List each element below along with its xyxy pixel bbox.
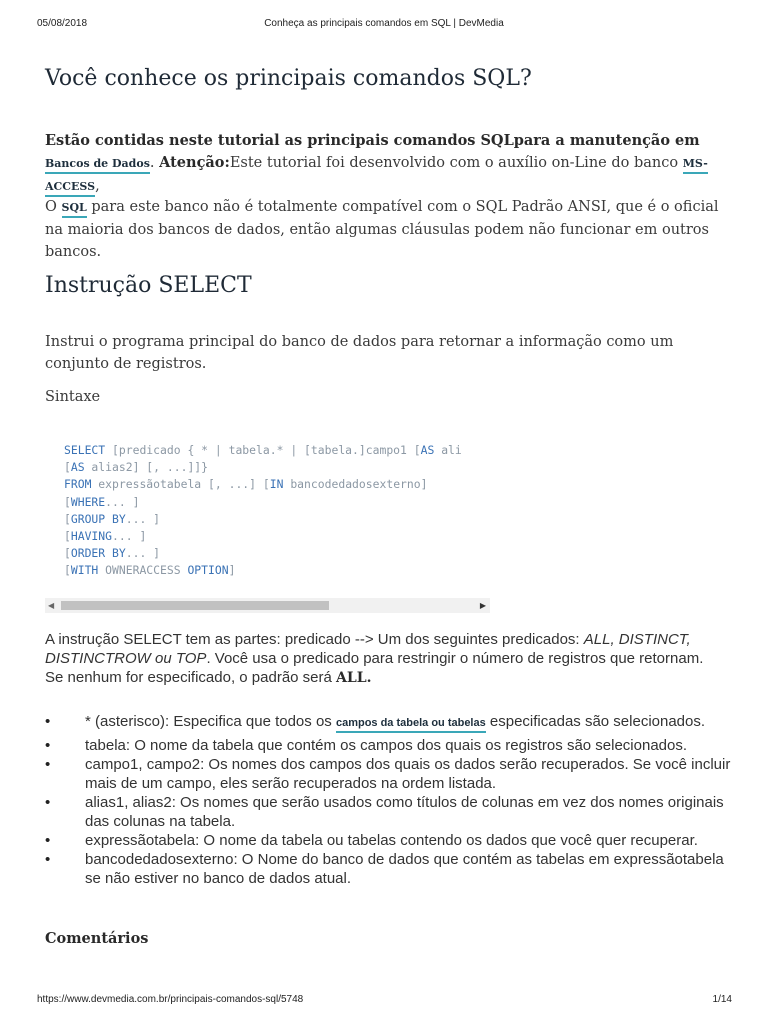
code-kw-option: OPTION bbox=[187, 563, 229, 578]
intro-paragraph bbox=[45, 130, 725, 198]
parts-predicates: ALL, DISTINCT, DISTINCTROW bbox=[45, 631, 691, 667]
parts-text1: A instrução SELECT tem as partes: predicado --> Um dos seguintes predicados: bbox=[45, 631, 584, 648]
para2-text: para este banco não é totalmente compatível com o SQL Padrão ANSI, que é o oficial na maioria dos bancos de dados, então algumas cláusulas podem não funcionar em outros bancos. bbox=[45, 199, 719, 260]
parts-all: ALL. bbox=[336, 670, 372, 686]
code-kw-select: SELECT bbox=[64, 443, 106, 457]
code-line4b: ... ] bbox=[105, 494, 140, 509]
scroll-right-arrow-icon[interactable]: ▶ bbox=[479, 601, 486, 610]
print-url: https://www.devmedia.com.br/principais-comandos-sql/5748 bbox=[37, 994, 304, 1005]
code-line8b: OWNERACCESS bbox=[98, 563, 188, 578]
atencao-text: Este tutorial foi desenvolvido com o auxílio on-Line do banco bbox=[229, 155, 683, 171]
ms-access-link[interactable]: MS-ACCESS bbox=[45, 157, 708, 197]
print-page-title: Conheça as principais comandos em SQL | DevMedia bbox=[264, 18, 504, 29]
code-kw-having: HAVING bbox=[70, 529, 113, 544]
list-item: • expressãotabela: O nome da tabela ou tabelas contendo os dados que você quer recuperar. bbox=[45, 831, 735, 850]
section-description: Instrui o programa principal do banco de dados para retornar a informação como um conjunto de registros. bbox=[45, 334, 674, 372]
code-line5b: ... ] bbox=[125, 511, 161, 526]
code-kw-with: WITH bbox=[70, 563, 99, 578]
bullet1-post: especificadas são selecionados. bbox=[485, 713, 706, 730]
list-item: • alias1, alias2: Os nomes que serão usados como títulos de colunas em vez dos nomes originais das colunas na tabela. bbox=[45, 793, 735, 831]
code-line8c: ] bbox=[228, 563, 236, 578]
code-line7b: ... ] bbox=[125, 546, 161, 561]
code-line3: expressãotabela [, ...] [ bbox=[91, 477, 270, 492]
parts-ou: ou bbox=[150, 650, 176, 667]
code-kw-in: IN bbox=[269, 477, 284, 492]
print-date: 05/08/2018 bbox=[37, 18, 88, 29]
code-line4a: [ bbox=[64, 494, 71, 509]
para2-prefix: O bbox=[45, 199, 62, 215]
code-line5a: [ bbox=[64, 511, 71, 526]
list-item: • campo1, campo2: Os nomes dos campos dos quais os dados serão recuperados. Se você incluir mais de um campo, eles serão recuperados na ordem listada. bbox=[45, 755, 735, 793]
code-kw-where: WHERE bbox=[70, 494, 106, 509]
intro-comma: , bbox=[95, 178, 100, 194]
list-item: • bancodedadosexterno: O Nome do banco de dados que contém as tabelas em expressãotabela se não estiver no banco de dados atual. bbox=[45, 850, 735, 888]
code-line1: [predicado { * | tabela.* | [tabela.]campo1 [ bbox=[105, 443, 421, 457]
intro-bold-text: Estão contidas neste tutorial as principais comandos SQLpara a manutenção em bbox=[45, 132, 700, 149]
code-line2b: alias2] [, ...]]} bbox=[84, 460, 209, 475]
sql-compat-paragraph bbox=[45, 196, 725, 263]
list-item bbox=[45, 709, 735, 736]
code-block bbox=[45, 420, 490, 598]
parts-paragraph bbox=[45, 630, 725, 688]
code-kw-orderby: ORDER BY bbox=[70, 546, 126, 561]
code-line2a: [ bbox=[64, 460, 71, 475]
campos-tabela-link[interactable]: campos da tabela ou tabelas bbox=[336, 717, 486, 733]
select-parts-list bbox=[45, 709, 735, 888]
syntax-label: Sintaxe bbox=[45, 389, 101, 405]
bancos-de-dados-link[interactable]: Bancos de Dados bbox=[45, 157, 150, 174]
code-line3b: bancodedadosexterno] bbox=[283, 477, 428, 492]
parts-text2: . Você usa o predicado para restringir o número de registros que retornam. Se nenhum for especificado, o padrão será bbox=[45, 650, 704, 686]
scroll-left-arrow-icon[interactable]: ◀ bbox=[48, 601, 55, 610]
article-title: Você conhece os principais comandos SQL? bbox=[45, 66, 532, 91]
code-content bbox=[45, 420, 490, 580]
code-line8a: [ bbox=[64, 563, 71, 578]
bullet1-pre: * (asterisco): Especifica que todos os bbox=[85, 713, 336, 730]
scrollbar-thumb[interactable] bbox=[61, 601, 329, 610]
code-kw-from: FROM bbox=[64, 477, 92, 492]
code-horizontal-scrollbar[interactable] bbox=[45, 598, 490, 613]
section-title-select: Instrução SELECT bbox=[45, 273, 252, 298]
atencao-label: Atenção: bbox=[159, 154, 230, 171]
intro-after-link: . bbox=[149, 155, 160, 171]
code-line1b: ali bbox=[434, 443, 462, 457]
parts-top: TOP bbox=[175, 650, 207, 667]
code-kw-as: AS bbox=[420, 443, 435, 457]
code-kw-as2: AS bbox=[70, 460, 85, 475]
code-line6a: [ bbox=[64, 529, 71, 544]
sql-link[interactable]: SQL bbox=[62, 201, 87, 218]
list-item: • tabela: O nome da tabela que contém os campos dos quais os registros são selecionados. bbox=[45, 736, 735, 755]
code-line6b: ... ] bbox=[112, 529, 147, 544]
code-line7a: [ bbox=[64, 546, 71, 561]
print-page-number: 1/14 bbox=[712, 994, 732, 1005]
comentarios-heading: Comentários bbox=[45, 930, 149, 947]
code-kw-groupby: GROUP BY bbox=[70, 511, 126, 526]
